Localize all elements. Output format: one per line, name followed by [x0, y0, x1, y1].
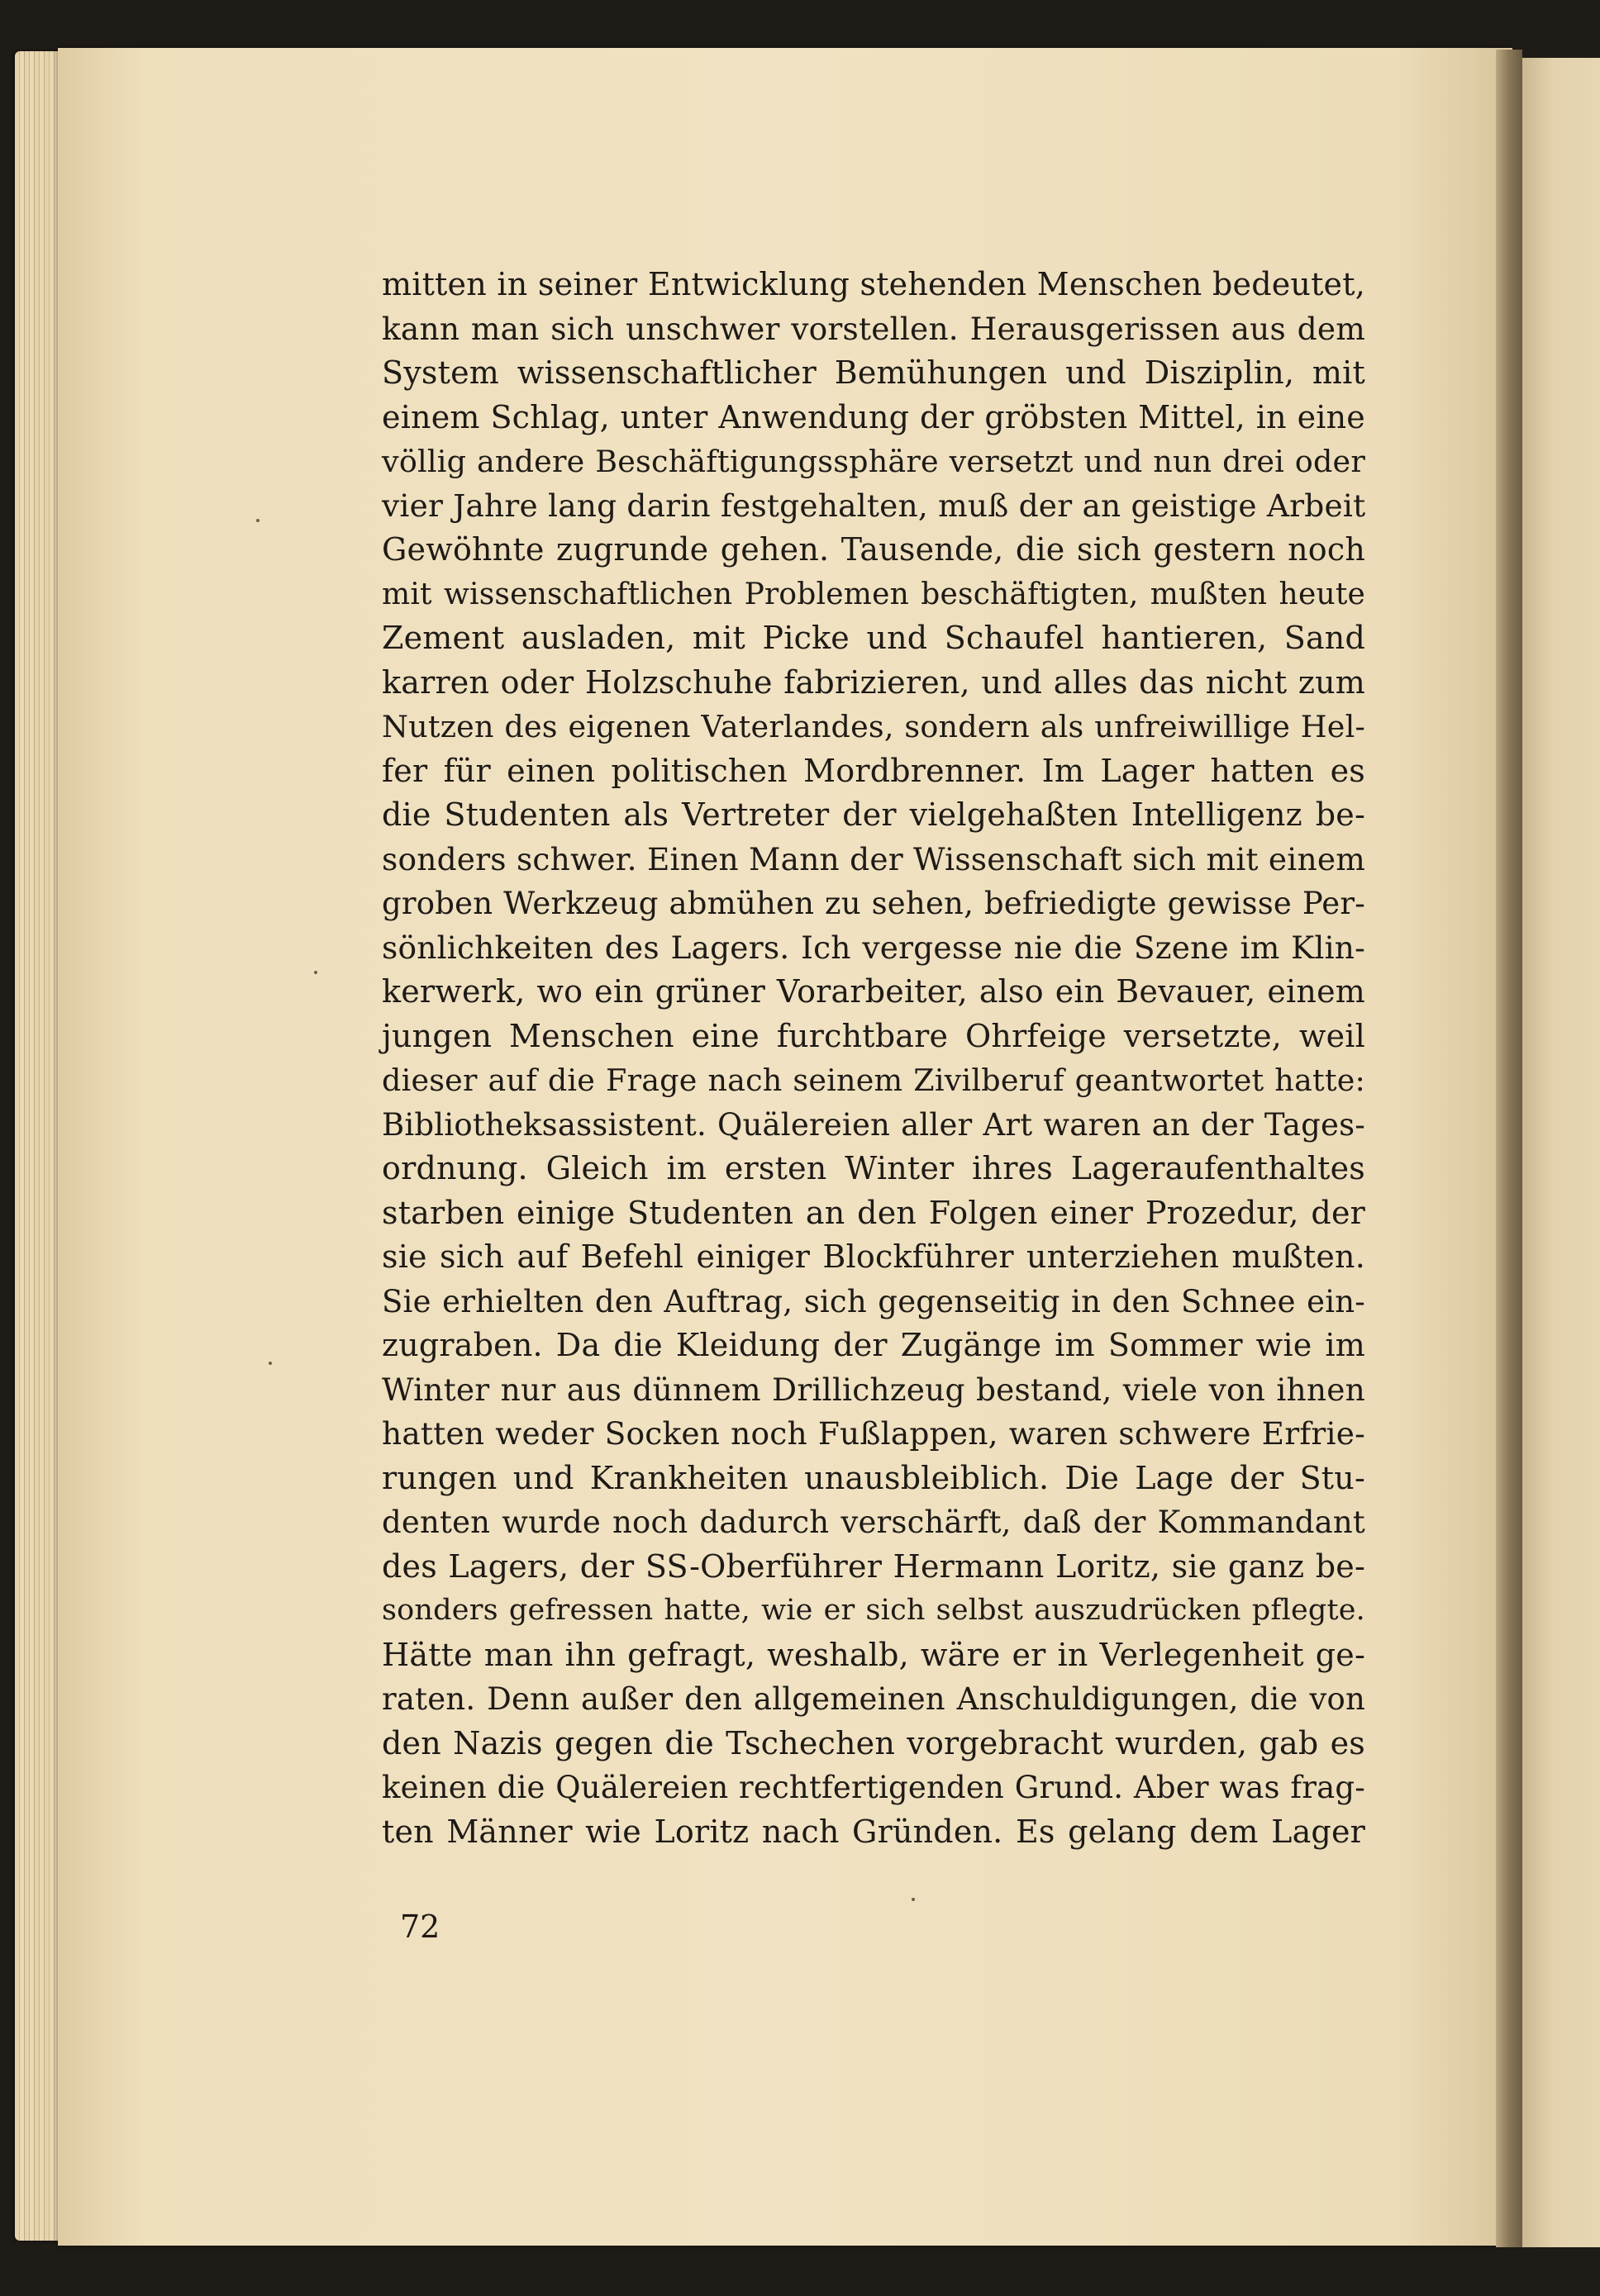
text-line: sie sich auf Befehl einiger Blockführer unterziehen mußten. — [382, 1238, 1365, 1275]
text-line: vier Jahre lang darin festgehalten, muß der an geistige Arbeit — [382, 487, 1366, 524]
text-line: sönlichkeiten des Lagers. Ich vergesse nie die Szene im Klin- — [382, 929, 1365, 966]
text-line: keinen die Quälereien rechtfertigenden Grund. Aber was frag- — [382, 1770, 1365, 1805]
text-line: starben einige Studenten an den Folgen einer Prozedur, der — [382, 1194, 1365, 1231]
text-line: ten Männer wie Loritz nach Gründen. Es gelang dem Lager — [382, 1813, 1365, 1850]
text-line: Bibliotheksassistent. Quälereien aller Art waren an der Tages- — [382, 1106, 1365, 1143]
text-line: mit wissenschaftlichen Problemen beschäftigten, mußten heute — [382, 577, 1365, 611]
text-line: Hätte man ihn gefragt, weshalb, wäre er in Verlegenheit ge- — [382, 1636, 1365, 1673]
text-line: hatten weder Socken noch Fußlappen, waren schwere Erfrie- — [382, 1415, 1365, 1452]
paper-speck — [912, 1898, 915, 1901]
text-line: des Lagers, der SS-Oberführer Hermann Loritz, sie ganz be- — [382, 1547, 1365, 1585]
text-line: jungen Menschen eine furchtbare Ohrfeige versetzte, weil — [382, 1017, 1365, 1054]
text-line: Winter nur aus dünnem Drillichzeug bestand, viele von ihnen — [382, 1371, 1365, 1408]
text-line: kerwerk, wo ein grüner Vorarbeiter, also ein Bevauer, einem — [382, 973, 1365, 1010]
text-line: groben Werkzeug abmühen zu sehen, befriedigte gewisse Per- — [382, 886, 1365, 921]
paper-speck — [314, 971, 317, 974]
text-line: den Nazis gegen die Tschechen vorgebracht wurden, gab es — [382, 1724, 1365, 1761]
text-line: dieser auf die Frage nach seinem Zivilberuf geantwortet hatte: — [382, 1062, 1365, 1098]
body-text — [382, 263, 1365, 1854]
text-line: die Studenten als Vertreter der vielgehaßten Intelligenz be- — [382, 796, 1365, 833]
text-line: karren oder Holzschuhe fabrizieren, und alles das nicht zum — [382, 663, 1365, 701]
text-line: rungen und Krankheiten unausbleiblich. Die Lage der Stu- — [382, 1459, 1365, 1496]
text-line: raten. Denn außer den allgemeinen Anschuldigungen, die von — [382, 1681, 1365, 1717]
text-line: einem Schlag, unter Anwendung der gröbsten Mittel, in eine — [382, 398, 1365, 435]
text-line: System wissenschaftlicher Bemühungen und Disziplin, mit — [382, 354, 1365, 391]
text-line: zugraben. Da die Kleidung der Zugänge im Sommer wie im — [382, 1327, 1365, 1363]
text-line: fer für einen politischen Mordbrenner. Im Lager hatten es — [382, 752, 1365, 789]
text-line: ordnung. Gleich im ersten Winter ihres Lageraufenthaltes — [382, 1150, 1365, 1186]
text-line: Nutzen des eigenen Vaterlandes, sondern als unfreiwillige Hel- — [382, 709, 1365, 744]
text-line: sonders schwer. Einen Mann der Wissenschaft sich mit einem — [382, 840, 1365, 877]
text-line: denten wurde noch dadurch verschärft, daß der Kommandant — [382, 1505, 1365, 1540]
text-line: mitten in seiner Entwicklung stehenden Menschen bedeutet, — [382, 266, 1365, 302]
paper-speck — [256, 519, 260, 522]
text-line: Gewöhnte zugrunde gehen. Tausende, die sich gestern noch — [382, 531, 1365, 568]
text-line: völlig andere Beschäftigungssphäre versetzt und nun drei oder — [382, 444, 1365, 479]
text-line: Zement ausladen, mit Picke und Schaufel hantieren, Sand — [382, 620, 1365, 656]
page-number: 72 — [400, 1909, 440, 1945]
paper-speck — [269, 1362, 272, 1365]
text-line: Sie erhielten den Auftrag, sich gegenseitig in den Schnee ein- — [382, 1283, 1365, 1319]
text-line: sonders gefressen hatte, wie er sich selbst auszudrücken pflegte. — [382, 1594, 1365, 1627]
book-gutter — [1496, 50, 1522, 2247]
facing-page-edge — [1522, 58, 1600, 2247]
text-line: kann man sich unschwer vorstellen. Herausgerissen aus dem — [382, 310, 1365, 347]
